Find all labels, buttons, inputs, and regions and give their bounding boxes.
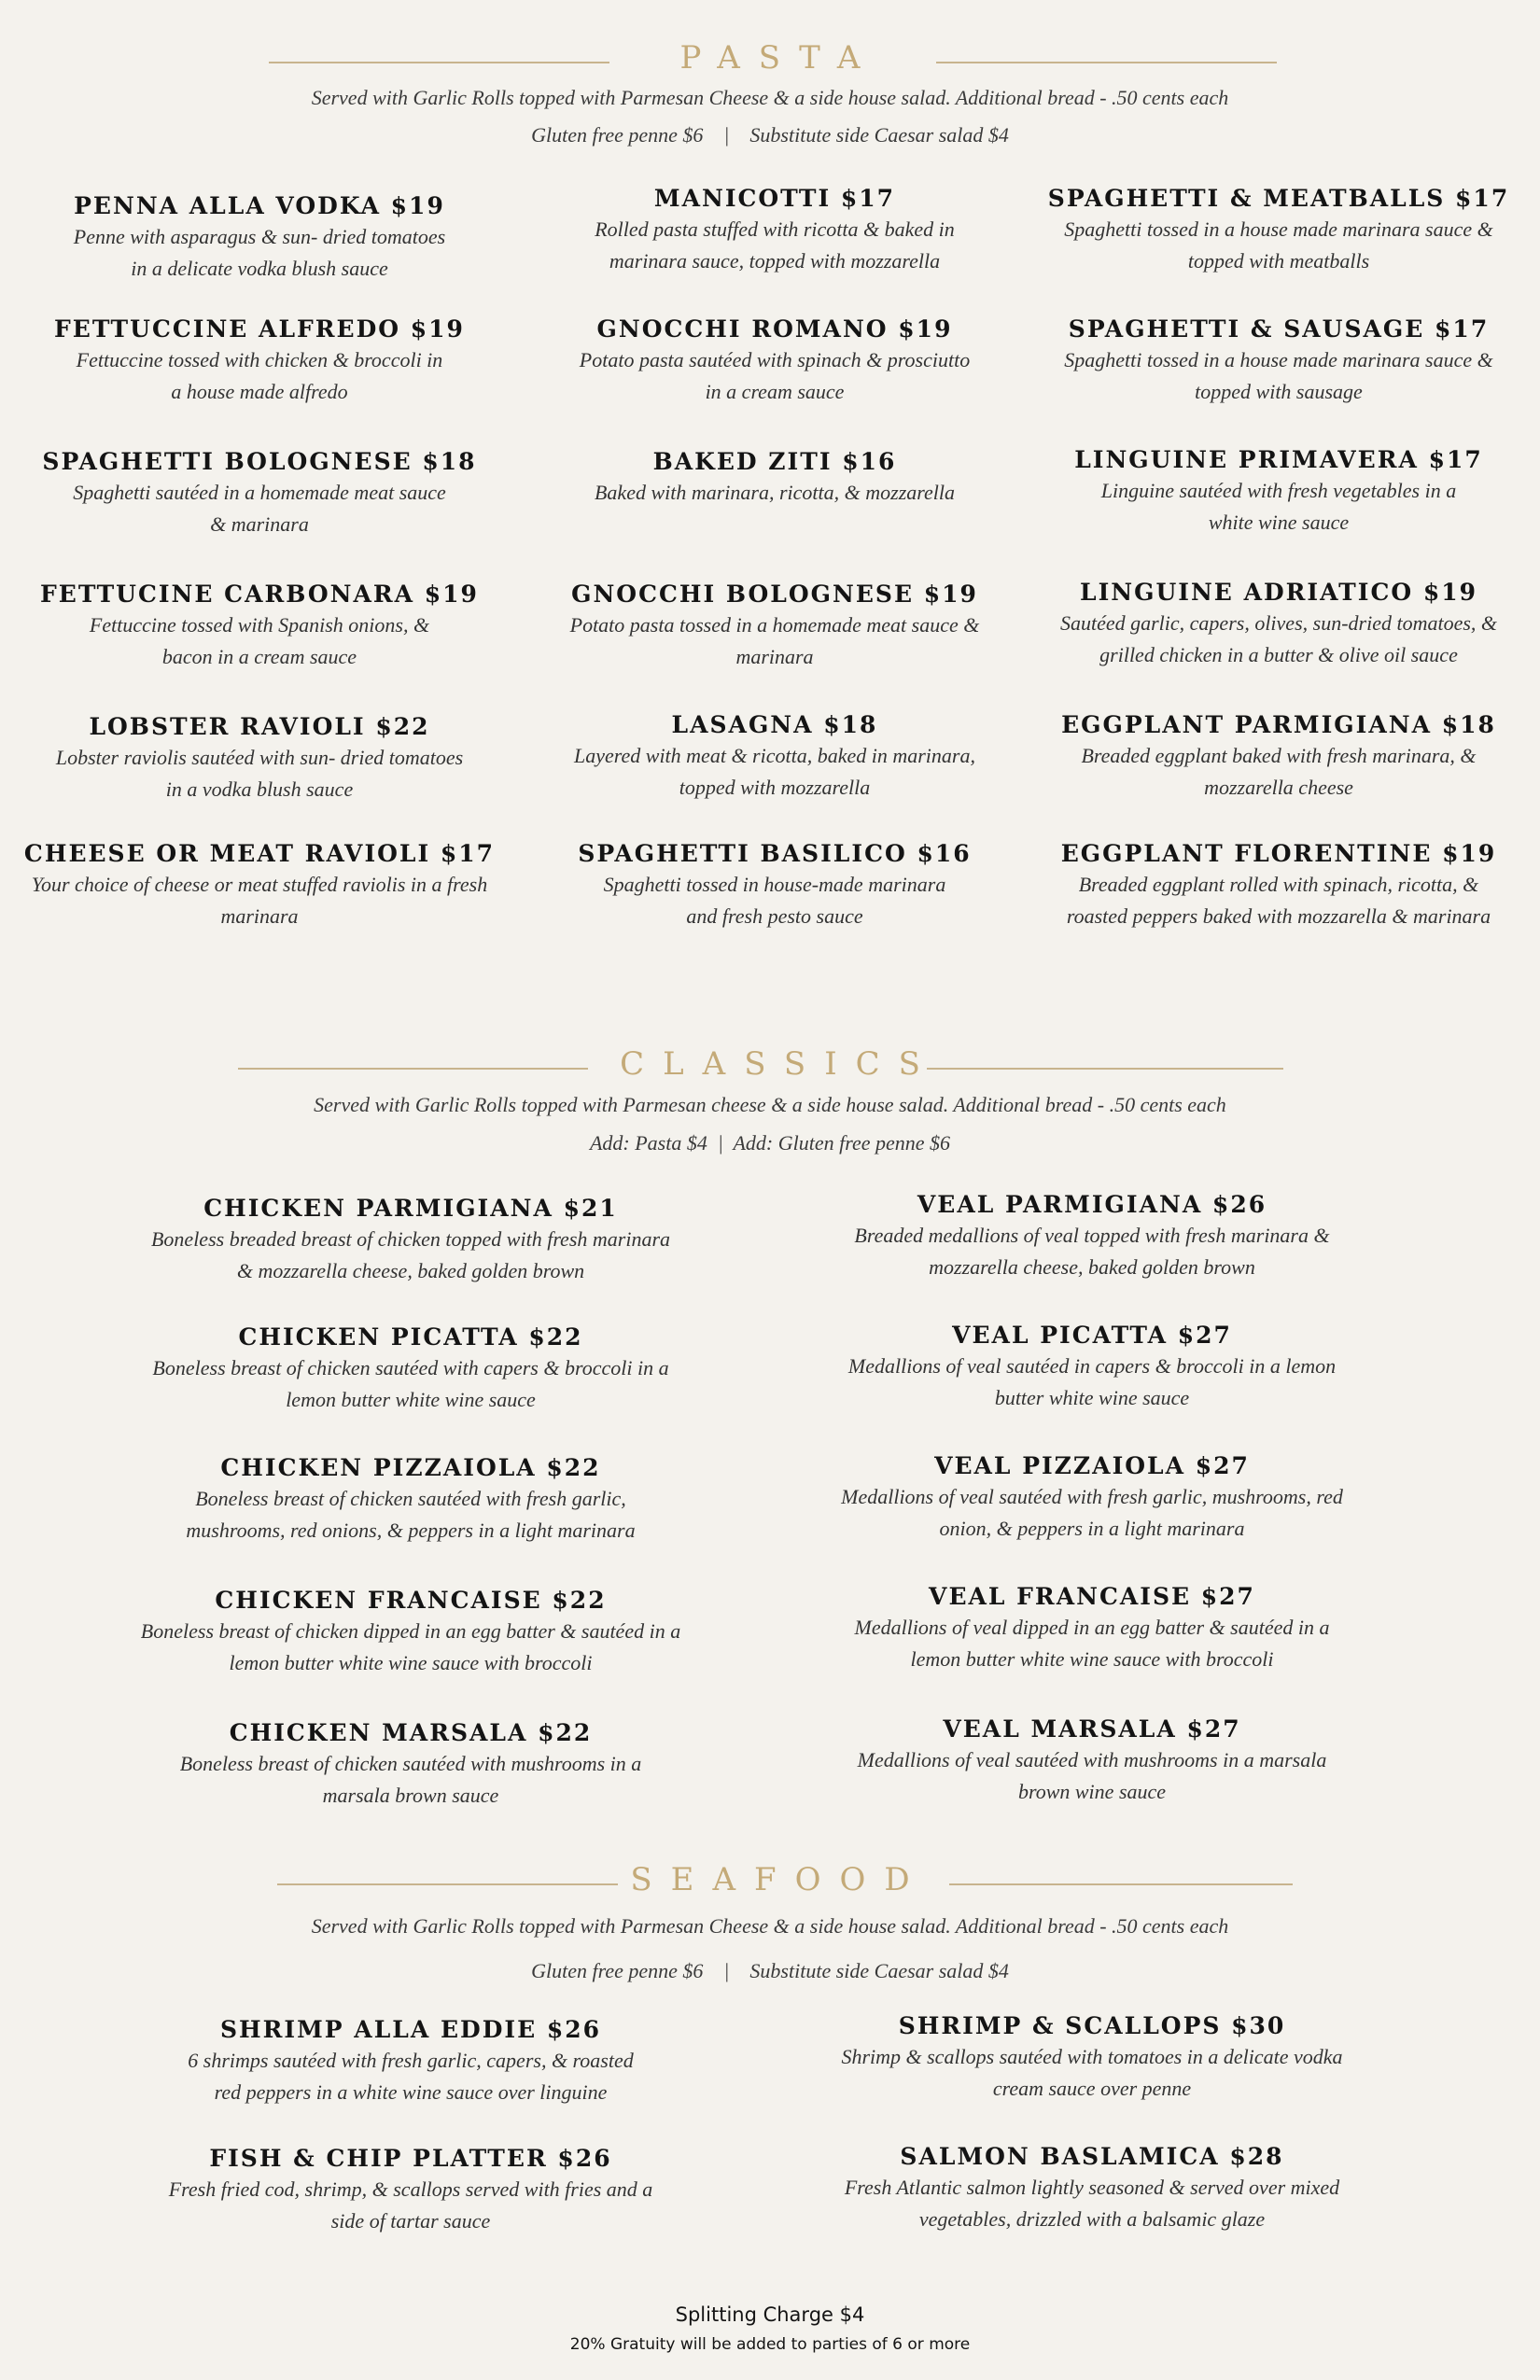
item-name: GNOCCHI BOLOGNESE $19	[571, 581, 978, 608]
item-description: Breaded eggplant rolled with spinach, ricotta, & roasted peppers baked with mozzarella & marinara	[1066, 873, 1491, 928]
item-description: Fresh Atlantic salmon lightly seasoned & served over mixed vegetables, drizzled with a balsamic glaze	[844, 2176, 1340, 2231]
item-name: BAKED ZITI $16	[652, 448, 897, 475]
item-name: VEAL FRANCAISE $27	[929, 1583, 1255, 1610]
item-name: SHRIMP & SCALLOPS $30	[898, 2012, 1286, 2039]
menu-item	[131, 2145, 691, 2237]
pasta-header	[0, 34, 1540, 90]
item-name: MANICOTTI $17	[653, 185, 896, 212]
item-name: EGGPLANT FLORENTINE $19	[1060, 840, 1497, 867]
item-description: Boneless breast of chicken sautéed with fresh garlic, mushrooms, red onions, & peppers in a light marinara	[186, 1487, 636, 1542]
menu-item	[812, 2012, 1372, 2105]
item-description: Spaghetti sautéed in a homemade meat sauce & marinara	[73, 481, 446, 536]
menu-item	[17, 448, 502, 540]
item-name: SALMON BASLAMICA $28	[900, 2143, 1284, 2170]
section-title-classics: CLASSICS	[620, 1045, 939, 1083]
item-description: 6 shrimps sautéed with fresh garlic, capers, & roasted red peppers in a white wine sauce over linguine	[188, 2049, 634, 2104]
item-description: Linguine sautéed with fresh vegetables in a white wine sauce	[1100, 479, 1457, 534]
item-description: Layered with meat & ricotta, baked in marinara, topped with mozzarella	[574, 744, 975, 799]
menu-item	[131, 1719, 691, 1812]
item-name: EGGPLANT PARMIGIANA $18	[1061, 711, 1496, 738]
menu-item	[812, 1715, 1372, 1808]
section-title-seafood: SEAFOOD	[630, 1861, 929, 1898]
item-name: VEAL PARMIGIANA $26	[917, 1191, 1267, 1218]
item-name: LINGUINE ADRIATICO $19	[1079, 579, 1478, 606]
classics-header	[0, 1040, 1540, 1096]
menu-item	[17, 192, 502, 285]
item-description: Spaghetti tossed in house-made marinara and fresh pesto sauce	[603, 873, 946, 928]
item-description: Boneless breast of chicken dipped in an egg batter & sautéed in a lemon butter white wine sauce with broccoli	[140, 1619, 681, 1674]
item-description: Baked with marinara, ricotta, & mozzarella	[594, 481, 955, 504]
item-description: Penne with asparagus & sun- dried tomatoes in a delicate vodka blush sauce	[73, 225, 446, 280]
item-name: SPAGHETTI & MEATBALLS $17	[1047, 185, 1510, 212]
item-description: Fresh fried cod, shrimp, & scallops served with fries and a side of tartar sauce	[168, 2177, 653, 2233]
item-name: SPAGHETTI BOLOGNESE $18	[42, 448, 477, 475]
menu-item	[1036, 711, 1521, 804]
menu-item	[532, 185, 1017, 277]
classics-note: Served with Garlic Rolls topped with Parmesan cheese & a side house salad. Additional bread - .50 cents each	[314, 1093, 1226, 1116]
menu-item	[1036, 579, 1521, 671]
item-description: Shrimp & scallops sautéed with tomatoes in a delicate vodka cream sauce over penne	[841, 2045, 1343, 2100]
gratuity-note: 20% Gratuity will be added to parties of 6 or more	[569, 2335, 971, 2354]
pasta-note: Served with Garlic Rolls topped with Parmesan Cheese & a side house salad. Additional bread - .50 cents each	[311, 86, 1229, 109]
pasta-options: Gluten free penne $6 | Substitute side Caesar salad $4	[531, 123, 1009, 147]
item-name: VEAL PIZZAIOLA $27	[934, 1452, 1250, 1479]
item-description: Rolled pasta stuffed with ricotta & baked in marinara sauce, topped with mozzarella	[595, 217, 955, 273]
item-name: CHICKEN MARSALA $22	[229, 1719, 593, 1746]
item-name: CHICKEN FRANCAISE $22	[215, 1587, 607, 1614]
menu-item	[7, 840, 511, 932]
item-description: Potato pasta sautéed with spinach & prosciutto in a cream sauce	[579, 348, 971, 403]
item-name: LOBSTER RAVIOLI $22	[89, 713, 430, 740]
item-name: GNOCCHI ROMANO $19	[596, 315, 953, 343]
item-description: Medallions of veal sautéed in capers & broccoli in a lemon butter white wine sauce	[847, 1354, 1337, 1409]
item-description: Medallions of veal dipped in an egg batter & sautéed in a lemon butter white wine sauce with broccoli	[854, 1616, 1330, 1671]
item-description: Boneless breast of chicken sautéed with capers & broccoli in a lemon butter white wine sauce	[152, 1356, 669, 1411]
item-description: Breaded medallions of veal topped with fresh marinara & mozzarella cheese, baked golden brown	[854, 1224, 1330, 1279]
item-description: Your choice of cheese or meat stuffed raviolis in a fresh marinara	[31, 873, 488, 928]
menu-item	[532, 840, 1017, 932]
item-name: SHRIMP ALLA EDDIE $26	[219, 2016, 602, 2043]
menu-item	[1036, 315, 1521, 408]
item-name: FISH & CHIP PLATTER $26	[209, 2145, 612, 2172]
menu-item	[532, 315, 1017, 408]
menu-item	[812, 1322, 1372, 1414]
section-title-pasta: PASTA	[679, 39, 879, 77]
menu-item	[812, 1452, 1372, 1545]
item-name: SPAGHETTI & SAUSAGE $17	[1068, 315, 1490, 343]
item-name: SPAGHETTI BASILICO $16	[578, 840, 972, 867]
menu-item	[131, 1195, 691, 1287]
item-name: CHICKEN PARMIGIANA $21	[203, 1195, 618, 1222]
menu-item	[131, 1587, 691, 1679]
menu-item	[131, 2016, 691, 2108]
seafood-note: Served with Garlic Rolls topped with Parmesan Cheese & a side house salad. Additional bread - .50 cents each	[311, 1914, 1229, 1938]
menu-item	[17, 581, 502, 673]
seafood-header	[0, 1855, 1540, 1911]
splitting-charge: Splitting Charge $4	[675, 2303, 865, 2326]
menu-item	[1036, 446, 1521, 539]
menu-item	[812, 1583, 1372, 1675]
menu-item	[1036, 840, 1521, 932]
menu-item	[1036, 185, 1521, 277]
item-description: Sautéed garlic, capers, olives, sun-dried tomatoes, & grilled chicken in a butter & olive oil sauce	[1059, 611, 1498, 666]
menu-item	[532, 581, 1017, 673]
item-description: Medallions of veal sautéed with fresh garlic, mushrooms, red onion, & peppers in a light marinara	[841, 1485, 1343, 1540]
item-name: CHICKEN PICATTA $22	[238, 1323, 583, 1351]
item-description: Lobster raviolis sautéed with sun- dried tomatoes in a vodka blush sauce	[55, 746, 464, 801]
item-name: FETTUCINE CARBONARA $19	[40, 581, 479, 608]
item-name: LINGUINE PRIMAVERA $17	[1074, 446, 1483, 473]
seafood-options: Gluten free penne $6 | Substitute side Caesar salad $4	[531, 1959, 1009, 1982]
menu-item	[17, 315, 502, 408]
item-description: Medallions of veal sautéed with mushrooms in a marsala brown wine sauce	[857, 1748, 1327, 1803]
item-name: VEAL MARSALA $27	[943, 1715, 1241, 1743]
item-description: Breaded eggplant baked with fresh marinara, & mozzarella cheese	[1081, 744, 1477, 799]
menu-item	[131, 1454, 691, 1547]
menu-item	[812, 2143, 1372, 2235]
item-name: VEAL PICATTA $27	[952, 1322, 1232, 1349]
item-name: PENNA ALLA VODKA $19	[74, 192, 445, 219]
item-description: Spaghetti tossed in a house made marinara sauce & topped with sausage	[1064, 348, 1493, 403]
item-name: FETTUCCINE ALFREDO $19	[54, 315, 465, 343]
item-description: Fettuccine tossed with Spanish onions, & bacon in a cream sauce	[89, 613, 430, 668]
classics-options: Add: Pasta $4 | Add: Gluten free penne $6	[589, 1131, 951, 1155]
item-description: Spaghetti tossed in a house made marinara sauce & topped with meatballs	[1064, 217, 1493, 273]
item-description: Potato pasta tossed in a homemade meat sauce & marinara	[569, 613, 980, 668]
menu-item	[17, 713, 502, 805]
menu-item	[532, 711, 1017, 804]
item-name: LASAGNA $18	[671, 711, 878, 738]
item-description: Boneless breaded breast of chicken topped with fresh marinara & mozzarella cheese, baked golden brown	[150, 1227, 671, 1282]
menu-item	[532, 448, 1017, 509]
item-name: CHICKEN PIZZAIOLA $22	[220, 1454, 601, 1481]
menu-item	[131, 1323, 691, 1416]
menu-item	[812, 1191, 1372, 1283]
item-name: CHEESE OR MEAT RAVIOLI $17	[23, 840, 496, 867]
item-description: Fettuccine tossed with chicken & broccoli in a house made alfredo	[76, 348, 443, 403]
item-description: Boneless breast of chicken sautéed with mushrooms in a marsala brown sauce	[179, 1752, 642, 1807]
